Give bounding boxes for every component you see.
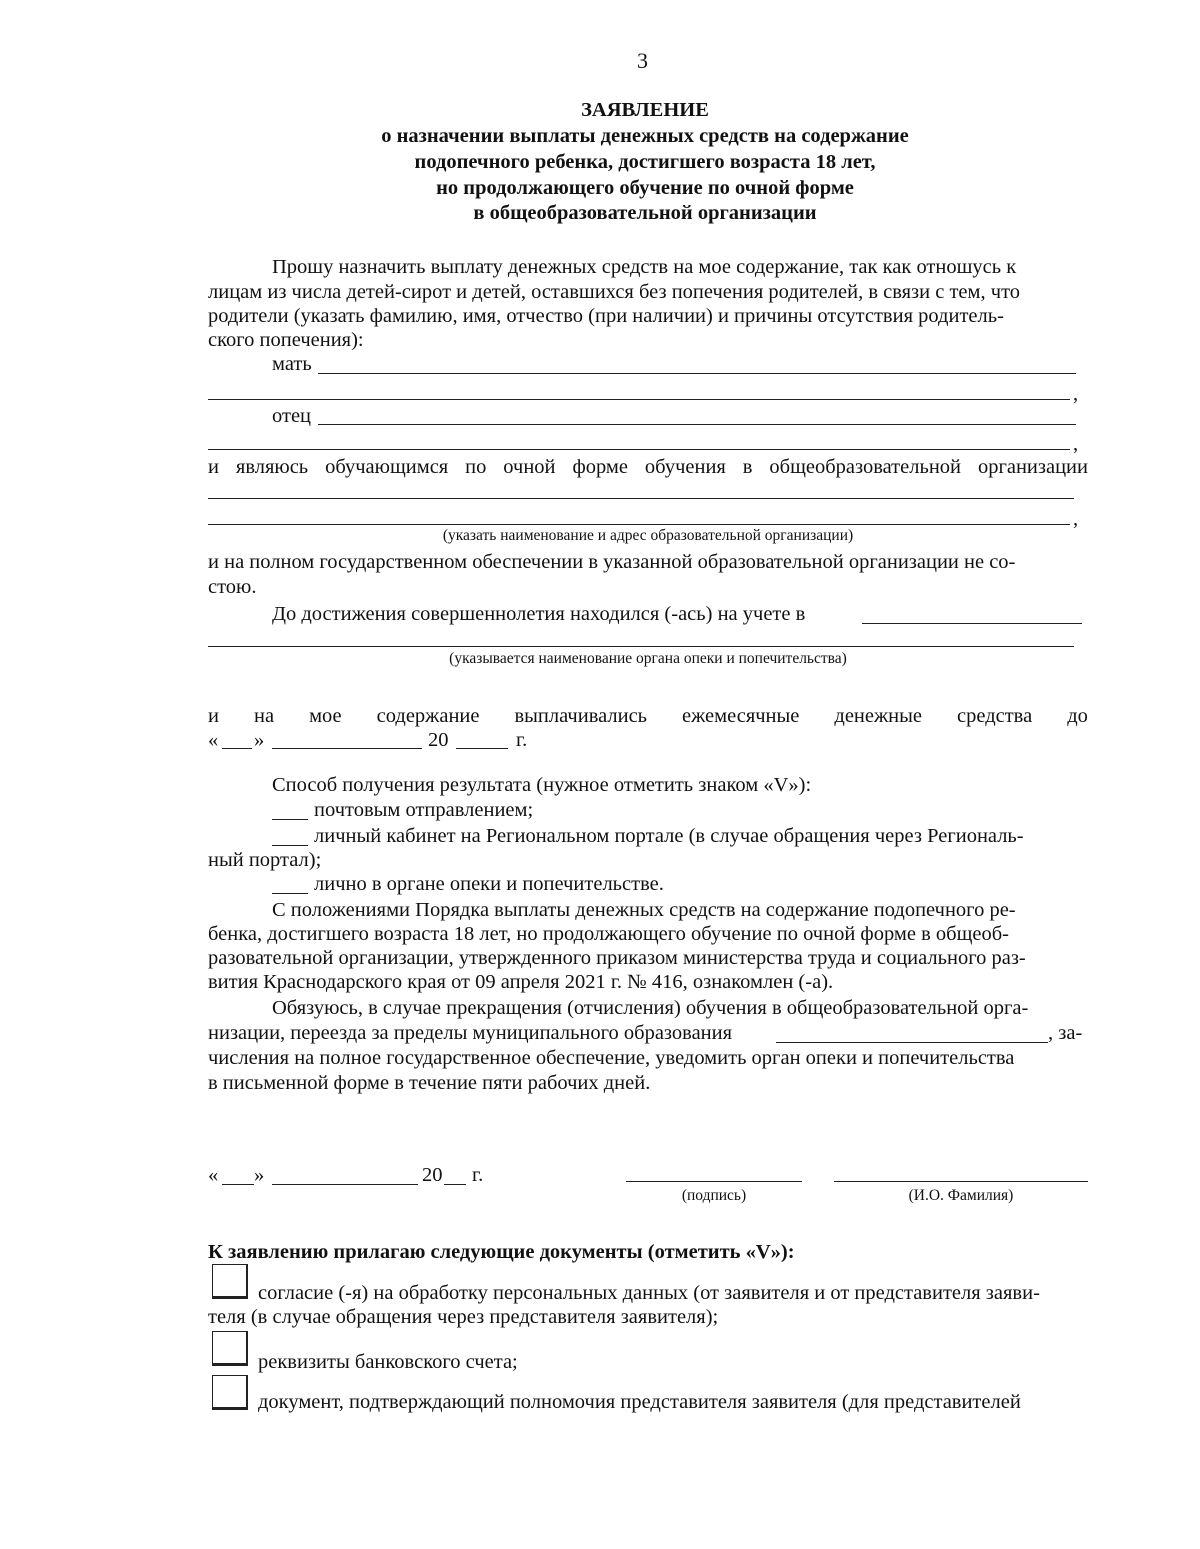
study-line-3: стою. [208, 576, 257, 598]
study-line: и являюсь обучающимся по очной форме обучения в общеобразовательной организации [208, 456, 1088, 478]
father-label: отец [272, 405, 312, 427]
guardianship-input-line[interactable] [862, 623, 1082, 624]
payments-word: и [208, 705, 219, 727]
obligation-line-2: низации, переезда за пределы муниципального образования [208, 1022, 733, 1044]
sign-year-suffix: г. [472, 1164, 484, 1186]
payments-word: до [1067, 705, 1088, 727]
municipality-input-line[interactable] [776, 1042, 1048, 1043]
intro-line-4: ского попечения): [208, 329, 364, 351]
intro-line-2: лицам из числа детей-сирот и детей, оставшихся без попечения родителей, в связи с тем, что [208, 281, 1021, 303]
intro-line-1: Прошу назначить выплату денежных средств на мое содержание, так как отношусь к [272, 256, 1017, 278]
school-input-line-1[interactable] [208, 498, 1074, 499]
payment-year-prefix: 20 [428, 729, 449, 751]
title-line-4: но продолжающего обучение по очной форме [436, 177, 854, 199]
payments-word: на [253, 705, 275, 727]
sign-month-input[interactable] [272, 1184, 418, 1185]
payments-line [208, 703, 1088, 729]
mother-label: мать [272, 353, 312, 375]
father-input-line[interactable] [318, 424, 1076, 425]
attachment-bank-label: реквизиты банковского счета; [258, 1351, 518, 1373]
title-line-3: подопечного ребенка, достигшего возраста 18 лет, [414, 151, 876, 173]
payments-word: денежные [834, 705, 923, 727]
full-name-input-line[interactable] [834, 1181, 1088, 1182]
signature-caption: (подпись) [681, 1187, 747, 1204]
payments-word: выплачивались [514, 705, 648, 727]
title-line-5: в общеобразовательной организации [473, 202, 817, 224]
method-option-inperson: лично в органе опеки и попечительстве. [314, 873, 664, 895]
page-number: 3 [637, 48, 648, 73]
familiar-line-2: бенка, достигшего возраста 18 лет, но продолжающего обучение по очной форме в общеоб- [208, 923, 1009, 945]
attachments-heading: К заявлению прилагаю следующие документы (отметить «V»): [208, 1241, 795, 1263]
payment-month-input[interactable] [272, 748, 422, 749]
father-input-line-2[interactable] [208, 449, 1070, 450]
payment-year-input[interactable] [456, 748, 508, 749]
familiar-line-4: вития Краснодарского края от 09 апреля 2021 г. № 416, ознакомлен (-а). [208, 971, 834, 993]
attachment-power-checkbox[interactable] [212, 1375, 248, 1410]
method-option-inperson-mark[interactable] [272, 893, 308, 894]
attachment-bank-checkbox[interactable] [212, 1331, 248, 1366]
payment-day-input[interactable] [222, 748, 252, 749]
method-heading: Способ получения результата (нужное отметить знаком «V»): [272, 774, 812, 796]
payments-word: содержание [376, 705, 480, 727]
obligation-line-3: числения на полное государственное обеспечение, уведомить орган опеки и попечительства [208, 1047, 1015, 1069]
sign-year-prefix: 20 [422, 1164, 443, 1186]
title-line-2: о назначении выплаты денежных средств на содержание [381, 125, 909, 147]
payment-year-suffix: г. [516, 729, 528, 751]
familiar-line-3: разовательной организации, утвержденного приказом министерства труда и социального раз- [208, 947, 1026, 969]
payments-word: средства [957, 705, 1033, 727]
payment-date-open: « [208, 729, 219, 751]
title-line-1: ЗАЯВЛЕНИЕ [581, 99, 709, 121]
attachment-consent-line-1: согласие (-я) на обработку персональных данных (от заявителя и от представителя заяви- [258, 1282, 1040, 1304]
school-input-line-2[interactable] [208, 524, 1070, 525]
study-line-2: и на полном государственном обеспечении в указанной образовательной организации не со- [208, 551, 1016, 573]
sign-day-input[interactable] [222, 1184, 254, 1185]
guardianship-input-line-2[interactable] [208, 646, 1074, 647]
school-comma: , [1073, 508, 1079, 530]
obligation-line-1: Обязуюсь, в случае прекращения (отчисления) обучения в общеобразовательной орга- [272, 997, 1029, 1019]
obligation-line-2-end: , за- [1048, 1022, 1083, 1044]
full-name-caption: (И.О. Фамилия) [908, 1187, 1014, 1204]
payments-word: ежемесячные [682, 705, 800, 727]
guardianship-line: До достижения совершеннолетия находился (-ась) на учете в [272, 603, 806, 625]
method-option-portal-cont: ный портал); [208, 849, 322, 871]
attachment-power-label: документ, подтверждающий полномочия представителя заявителя (для представителей [258, 1391, 1021, 1413]
method-option-portal: личный кабинет на Региональном портале (в случае обращения через Региональ- [314, 825, 1024, 847]
school-caption: (указать наименование и адрес образовательной организации) [442, 527, 854, 544]
payment-date-close: » [254, 729, 265, 751]
signature-input-line[interactable] [626, 1181, 802, 1182]
sign-year-input[interactable] [444, 1184, 466, 1185]
attachment-consent-line-2: теля (в случае обращения через представителя заявителя); [208, 1306, 719, 1328]
sign-date-open: « [208, 1164, 219, 1186]
mother-input-line[interactable] [318, 373, 1076, 374]
guardianship-caption: (указывается наименование органа опеки и попечительства) [449, 650, 847, 667]
intro-line-3: родители (указать фамилию, имя, отчество (при наличии) и причины отсутствия родитель- [208, 305, 1004, 327]
father-comma: , [1073, 433, 1079, 455]
attachment-consent-checkbox[interactable] [212, 1264, 248, 1299]
sign-date-close: » [254, 1164, 265, 1186]
method-option-portal-mark[interactable] [272, 845, 308, 846]
obligation-line-4: в письменной форме в течение пяти рабочих дней. [208, 1072, 651, 1094]
mother-comma: , [1073, 383, 1079, 405]
method-option-mail: почтовым отправлением; [314, 799, 534, 821]
mother-input-line-2[interactable] [208, 399, 1070, 400]
method-option-mail-mark[interactable] [272, 819, 308, 820]
familiar-line-1: С положениями Порядка выплаты денежных средств на содержание подопечного ре- [272, 899, 1016, 921]
payments-word: мое [309, 705, 342, 727]
